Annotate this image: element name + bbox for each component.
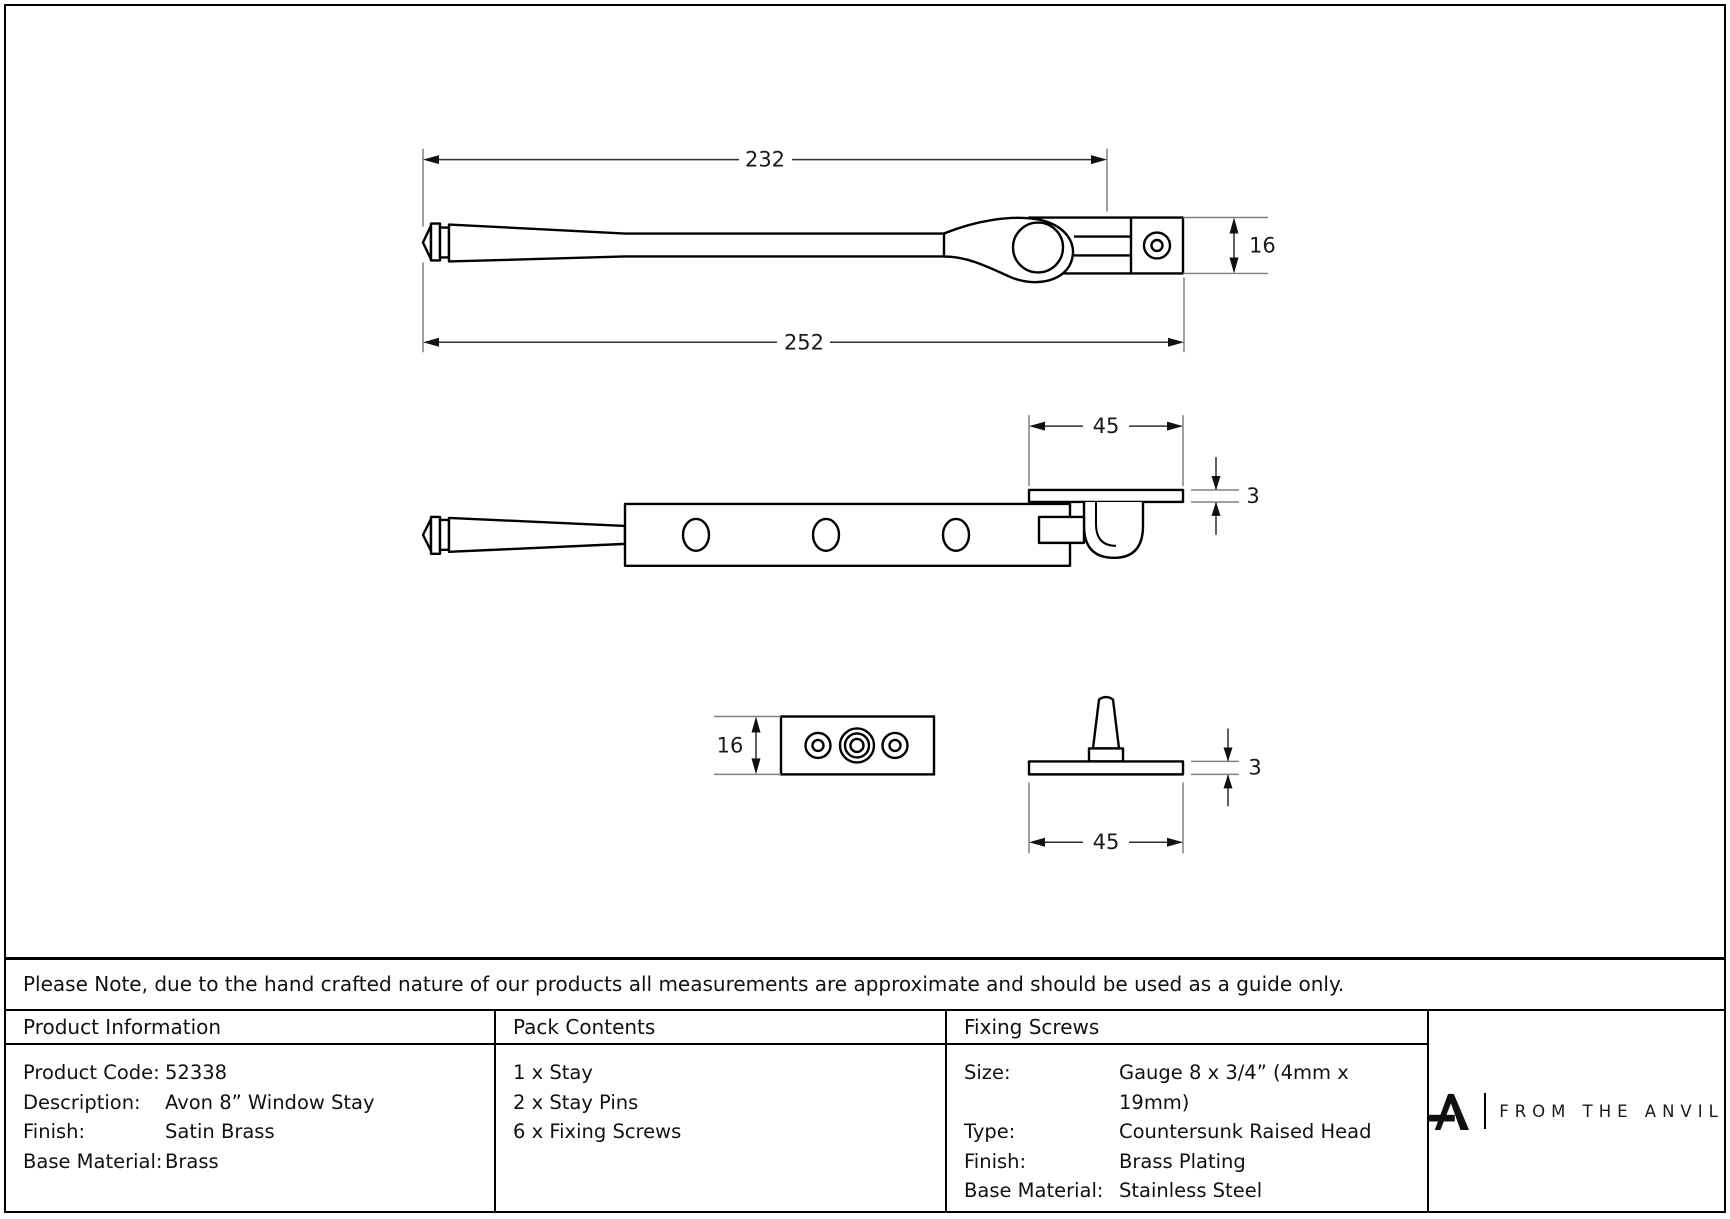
dim-252-label: 252 <box>783 330 825 355</box>
stay-pin-dimensions <box>1029 728 1262 854</box>
stay-pin-part <box>1029 697 1183 774</box>
spec-table <box>6 1009 1724 1211</box>
dim-16-keeper-label: 16 <box>716 733 744 758</box>
dim-16-side-label: 16 <box>1249 233 1276 258</box>
finish-value: Satin Brass <box>165 1120 275 1143</box>
page-frame <box>4 4 1726 1213</box>
pack-contents-header: Pack Contents <box>496 1011 945 1045</box>
product-code-value: 52338 <box>165 1061 228 1084</box>
pack-contents-body <box>496 1045 945 1211</box>
description-value: Avon 8” Window Stay <box>165 1090 375 1114</box>
window-stay-drawing <box>6 6 1724 957</box>
screw-type-value: Countersunk Raised Head <box>1119 1120 1372 1143</box>
brand-column <box>1429 1011 1724 1211</box>
brand-name: FROM THE ANVIL <box>1499 1101 1724 1121</box>
dim-3-plan-label: 3 <box>1246 483 1260 508</box>
base-material-label: Base Material: <box>23 1149 163 1173</box>
side-view-part <box>423 218 1183 283</box>
base-material-row <box>23 1147 477 1177</box>
plan-view-part <box>423 490 1183 566</box>
pack-item-fixing-screws: 6 x Fixing Screws <box>513 1120 682 1143</box>
screw-base-material-value: Stainless Steel <box>1119 1179 1263 1202</box>
screw-size-value: Gauge 8 x 3/4” (4mm x 19mm) <box>1119 1061 1349 1114</box>
pack-item-stay-pins: 2 x Stay Pins <box>513 1090 639 1114</box>
keeper-face-dimensions <box>714 717 781 775</box>
pack-contents-column <box>496 1011 947 1211</box>
fixing-screws-column <box>947 1011 1429 1211</box>
screw-type-row <box>964 1117 1410 1147</box>
description-label: Description: <box>23 1090 141 1114</box>
screw-size-row <box>964 1058 1410 1117</box>
screw-type-label: Type: <box>964 1120 1016 1143</box>
screw-base-material-row <box>964 1176 1410 1206</box>
product-information-body <box>6 1045 494 1211</box>
anvil-a-logo-icon <box>1429 1091 1471 1131</box>
finish-row <box>23 1117 477 1147</box>
screw-base-material-label: Base Material: <box>964 1179 1104 1202</box>
screw-size-label: Size: <box>964 1061 1011 1084</box>
dim-45-plan-label: 45 <box>1092 414 1120 439</box>
dim-45-pin-label: 45 <box>1092 830 1120 855</box>
brand-divider <box>1484 1093 1486 1129</box>
base-material-value: Brass <box>165 1149 219 1173</box>
pack-item-stay: 1 x Stay <box>513 1061 593 1084</box>
product-code-label: Product Code: <box>23 1061 160 1084</box>
screw-finish-label: Finish: <box>964 1149 1027 1173</box>
keeper-face-part <box>781 717 934 775</box>
dim-232-label: 232 <box>744 147 786 172</box>
dim-3-pin-label: 3 <box>1248 755 1262 780</box>
screw-finish-value: Brass Plating <box>1119 1149 1246 1173</box>
product-information-column <box>6 1011 496 1211</box>
fixing-screws-header: Fixing Screws <box>947 1011 1427 1045</box>
measurement-note <box>6 957 1724 1009</box>
description-row <box>23 1088 477 1118</box>
technical-drawing <box>6 6 1724 957</box>
screw-finish-row <box>964 1147 1410 1177</box>
measurement-note-text: Please Note, due to the hand crafted nature of our products all measurements are approximate and should be used as a guide only. <box>23 972 1345 996</box>
brand-lockup <box>1429 1091 1724 1131</box>
finish-label: Finish: <box>23 1120 86 1143</box>
product-code-row <box>23 1058 477 1088</box>
product-information-header: Product Information <box>6 1011 494 1045</box>
fixing-screws-body <box>947 1045 1427 1219</box>
